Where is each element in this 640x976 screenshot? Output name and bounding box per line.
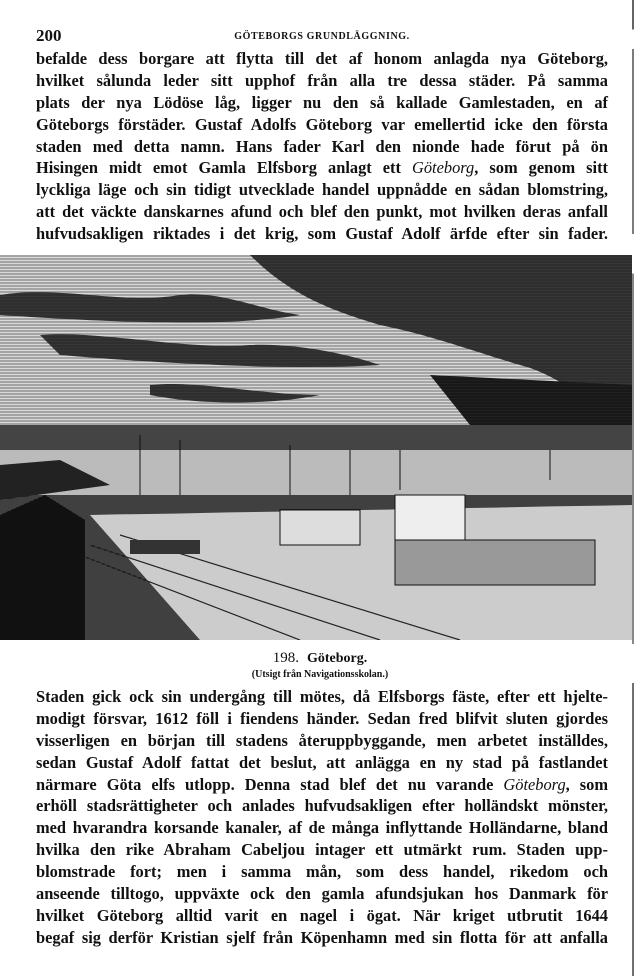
text-run: , som genom sitt [474, 158, 608, 178]
page-edge [632, 0, 634, 976]
text-line: visserligen en början till stadens återuppbyggande, men arbetet inställdes, [36, 730, 608, 750]
engraving-illustration [0, 255, 632, 640]
running-title: GÖTEBORGS GRUNDLÄGGNING. [234, 31, 410, 42]
warehouse [280, 510, 360, 545]
text-line: plats der nya Lödöse låg, ligger nu den så kallade Gamlestaden, en af [36, 92, 608, 112]
text-line: blomstrade fort; men i samma mån, som dess handel, rikedom och [36, 862, 608, 882]
paragraph-top [36, 48, 608, 245]
figure-caption [0, 650, 640, 680]
building [395, 495, 465, 545]
text-line: begaf sig derför Kristian sjelf från Köpenhamn med sin flotta för att anfalla [36, 927, 608, 947]
text-run: , som [565, 774, 608, 794]
text-line: hvilket Göteborg alltid varit en nagel i ögat. När kriget utbrutit 1644 [36, 905, 608, 925]
text-line: att det väckte danskarnes afund och blef den punkt, mot hvilken deras anfall [36, 202, 608, 222]
page-number: 200 [36, 26, 62, 45]
station-building [395, 540, 595, 585]
text-line [36, 157, 608, 179]
text-line: sedan Gustaf Adolf fattat det beslut, att anlägga en ny stad på fastlandet [36, 752, 608, 772]
figure-title: Göteborg. [306, 651, 368, 666]
text-run: närmare Göta elfs utlopp. Denna stad blef det nu varande [36, 774, 504, 794]
text-line: hufvudsakligen riktades i det krig, som Gustaf Adolf ärfde efter sin fader. [36, 224, 608, 244]
paragraph-bottom [36, 686, 608, 949]
page-header [36, 26, 608, 46]
text-line: modigt försvar, 1612 föll i fiendens händer. Sedan fred blifvit sluten gjordes [36, 708, 608, 728]
text-line: erhöll stadsrättigheter och anlades hufvudsakligen efter holländskt mönster, [36, 796, 608, 816]
figure-subtitle: (Utsigt från Navigationsskolan.) [251, 669, 389, 680]
text-line: med hvarandra korsande kanaler, af de många inflyttande Holländarne, bland [36, 818, 608, 838]
text-line: hvilka den rike Abraham Cabeljou intager ett utmärkt rum. Staden upp- [36, 840, 608, 860]
text-line: staden med detta namn. Hans fader Karl den nionde hade förut på ön [36, 136, 608, 156]
train [130, 540, 200, 554]
text-line: Staden gick ock sin undergång till mötes, då Elfsborgs fäste, efter ett hjelte- [36, 687, 608, 706]
text-line: anseende tilltogo, uppväxte ock den gamla afundsjukan hos Danmark för [36, 884, 608, 904]
text-line: lyckliga läge och sin tidigt utvecklade handel uppnådde en sådan blomstring, [36, 180, 608, 200]
figure-number: 198. [272, 650, 299, 666]
italic-text: Göteborg [412, 158, 475, 178]
tower [0, 495, 85, 640]
text-line: Göteborgs förstäder. Gustaf Adolfs Göteborg var emellertid icke den första [36, 114, 608, 134]
text-line [36, 774, 608, 796]
text-run: Hisingen midt emot Gamla Elfsborg anlagt ett [36, 158, 413, 178]
text-line: hvilket sålunda leder sitt upphof från alla tre dessa städer. På samma [36, 70, 608, 90]
italic-text: Göteborg [503, 774, 566, 794]
text-line: befalde dess borgare att flytta till det af honom anlagda nya Göteborg, [36, 49, 608, 68]
